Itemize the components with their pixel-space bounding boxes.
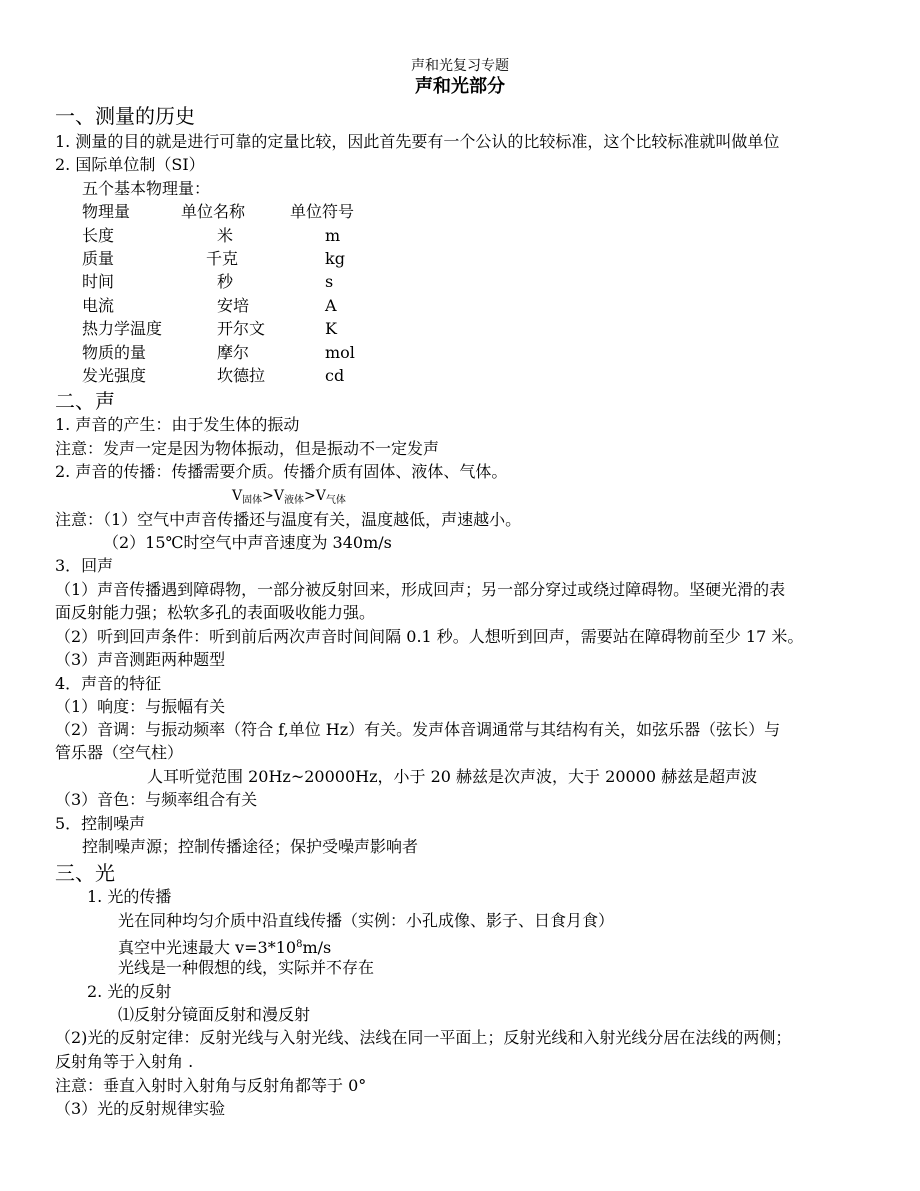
text-line: 注意：发声一定是因为物体振动，但是振动不一定发声 xyxy=(55,439,440,458)
text-line: 反射角等于入射角 . xyxy=(55,1052,194,1071)
text-line: 面反射能力强；松软多孔的表面吸收能力强。 xyxy=(55,603,376,622)
table-cell: 物质的量 xyxy=(82,343,147,362)
table-cell: 开尔文 xyxy=(217,319,266,338)
text-line: 控制噪声源；控制传播途径；保护受噪声影响者 xyxy=(82,837,419,856)
text-line: 光在同种均匀介质中沿直线传播（实例：小孔成像、影子、日食月食） xyxy=(118,911,615,930)
table-cell: m xyxy=(325,226,341,245)
s1-item2: 2. 国际单位制（SI） xyxy=(55,155,205,174)
s1-item1: 1. 测量的目的就是进行可靠的定量比较，因此首先要有一个公认的比较标准，这个比较标准就叫做单位 xyxy=(55,132,780,151)
table-cell: 摩尔 xyxy=(217,343,250,362)
table-cell: 长度 xyxy=(82,226,115,245)
section3-heading: 三、光 xyxy=(55,861,115,885)
text-line: 4．声音的特征 xyxy=(55,674,162,693)
text-line: 人耳听觉范围 20Hz~20000Hz，小于 20 赫兹是次声波，大于 20000 赫兹是超声波 xyxy=(147,767,758,786)
text-line: （1）响度：与振幅有关 xyxy=(55,697,226,716)
text-line: 5．控制噪声 xyxy=(55,814,146,833)
table-cell: mol xyxy=(325,343,355,362)
text-line: 注意：（1）空气中声音传播还与温度有关，温度越低，声速越小。 xyxy=(55,510,522,529)
sound-speed-relation: $V_{固体}>V_{液体}>V_{气体}$ xyxy=(232,488,346,506)
table-cell: 安培 xyxy=(217,296,250,315)
table-cell: 热力学温度 xyxy=(82,319,163,338)
text-line: （1）声音传播遇到障碍物，一部分被反射回来，形成回声；另一部分穿过或绕过障碍物。坚硬光滑的表 xyxy=(55,580,786,599)
text-line: 1. 声音的产生：由于发生体的振动 xyxy=(55,415,300,434)
text-line: 2. 声音的传播：传播需要介质。传播介质有固体、液体、气体。 xyxy=(55,462,508,481)
table-header-unit-symbol: 单位符号 xyxy=(290,202,355,221)
table-cell: A xyxy=(325,296,337,315)
page-subtitle: 声和光复习专题 xyxy=(411,58,509,74)
table-cell: 米 xyxy=(217,226,234,245)
table-cell: s xyxy=(325,272,334,291)
text-line: 1. 光的传播 xyxy=(87,887,172,906)
text-line: （3）音色：与频率组合有关 xyxy=(55,790,258,809)
page-title: 声和光部分 xyxy=(415,76,505,97)
table-header-quantity: 物理量 xyxy=(82,202,131,221)
section2-heading: 二、声 xyxy=(55,389,115,413)
table-cell: 发光强度 xyxy=(82,366,147,385)
text-line: （3）声音测距两种题型 xyxy=(55,650,226,669)
text-line: 光线是一种假想的线，实际并不存在 xyxy=(118,958,375,977)
text-line: ⑴反射分镜面反射和漫反射 xyxy=(118,1005,311,1024)
text-line: （2）听到回声条件：听到前后两次声音时间间隔 0.1 秒。人想听到回声，需要站在障碍物前至少 17 米。 xyxy=(55,627,804,646)
text-line: （2）音调：与振动频率（符合 f,单位 Hz）有关。发声体音调通常与其结构有关，如弦乐器（弦长）与 xyxy=(55,720,781,739)
table-header-unit-name: 单位名称 xyxy=(181,202,246,221)
table-cell: K xyxy=(325,319,337,338)
text-line: 管乐器（空气柱） xyxy=(55,743,184,762)
table-cell: 质量 xyxy=(82,249,115,268)
table-cell: 时间 xyxy=(82,272,115,291)
table-cell: kg xyxy=(325,249,345,268)
text-line: （2)光的反射定律：反射光线与入射光线、法线在同一平面上；反射光线和入射光线分居在法线的两侧； xyxy=(55,1028,792,1047)
table-cell: 电流 xyxy=(82,296,115,315)
table-cell: 秒 xyxy=(217,272,234,291)
s1-intro: 五个基本物理量： xyxy=(82,179,211,198)
text-line: 3．回声 xyxy=(55,556,114,575)
section1-heading: 一、测量的历史 xyxy=(55,104,195,128)
table-cell: 坎德拉 xyxy=(217,366,266,385)
text-line: 2. 光的反射 xyxy=(87,982,172,1001)
text-line: （3）光的反射规律实验 xyxy=(55,1099,226,1118)
table-cell: 千克 xyxy=(206,249,239,268)
table-cell: cd xyxy=(325,366,345,385)
text-line: （2）15℃时空气中声音速度为 340m/s xyxy=(103,533,392,552)
text-line: 注意：垂直入射时入射角与反射角都等于 0° xyxy=(55,1076,367,1095)
light-speed-line: 真空中光速最大 $v=3*10^8m/s$ xyxy=(118,938,332,957)
